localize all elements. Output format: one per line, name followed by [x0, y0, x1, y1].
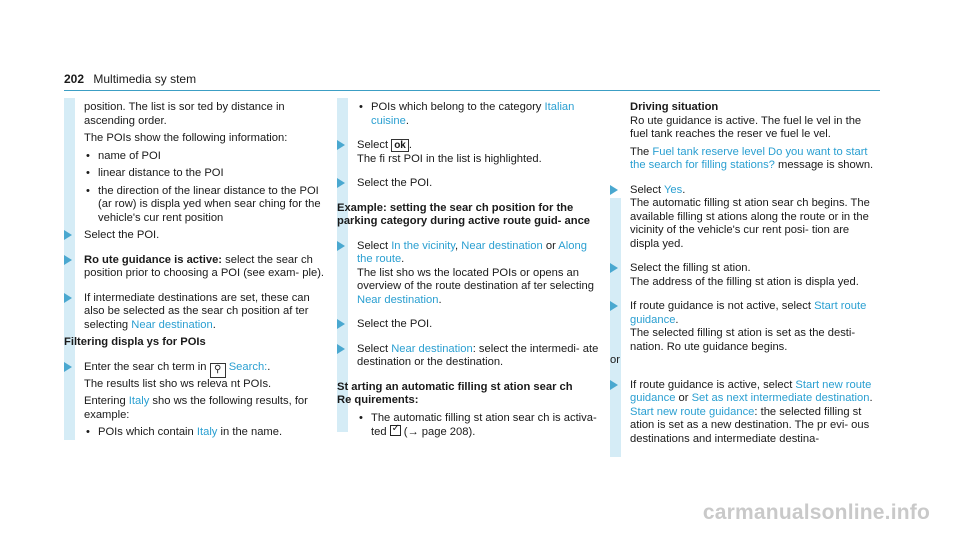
list-item: • linear distance to the POI: [64, 167, 326, 181]
arrow-icon: [610, 263, 618, 273]
step-item: Enter the sear ch term in ⚲ Search:. The results list sho ws releva nt POIs.: [64, 361, 326, 392]
ui-term: In the vicinity: [391, 239, 456, 252]
ui-term: Fuel tank reserve level Do you want to start the search for filling stations?: [630, 145, 868, 171]
list-item: • The automatic filling st ation sear ch is activa‐ ted ✓ (→ page 208).: [337, 412, 599, 440]
column-1: [64, 101, 326, 440]
ui-term: Italy: [196, 426, 218, 438]
step-item: Select the POI.: [64, 229, 326, 243]
section-heading: Filtering displa ys for POIs: [64, 336, 206, 348]
requirements-heading: Re quirements:: [337, 394, 419, 406]
page-header: [64, 72, 196, 86]
arrow-icon: [64, 362, 72, 372]
step-item: Select the filling st ation. The address of the filling st ation is displa yed.: [610, 262, 880, 289]
section-heading: St arting an automatic filling st ation sear ch: [337, 380, 573, 393]
ui-term: Set as next intermediate destination: [691, 392, 870, 404]
arrow-icon: [64, 230, 72, 240]
step-item: Select the POI.: [337, 177, 599, 191]
arrow-icon: [337, 319, 345, 329]
step-item: Select In the vicinity, Near destination or Along the route. The list sho ws the located POIs or opens an overview of the route destination af ter selecting Near destination.: [337, 240, 599, 308]
arrow-icon: [337, 178, 345, 188]
section-heading: Driving situation: [630, 101, 719, 113]
step-item: Ro ute guidance is active: select the sear ch position prior to choosing a POI (see exam‐ ple).: [64, 254, 326, 281]
ui-term: Near destination: [391, 342, 473, 355]
step-item: Select the POI.: [337, 318, 599, 332]
step-item: Select Near destination: select the intermedi‐ ate destination or the destination.: [337, 343, 599, 370]
or-label: or: [610, 354, 620, 366]
step-item: If intermediate destinations are set, these can also be selected as the sear ch position af ter selecting Near destination.: [64, 292, 326, 333]
list-item: • the direction of the linear distance to the POI (ar row) is displa yed when sear ching for the vehicle's cur rent position: [64, 185, 326, 226]
ui-term: Italian cuisine: [371, 101, 575, 127]
header-rule: [64, 90, 880, 91]
ui-term: Italy: [128, 395, 150, 407]
arrow-icon: [610, 185, 618, 195]
step-item: Select Yes. The automatic filling st ation sear ch begins. The available filling st ations along the route or in the vicinity of the vehicle's cur rent posi‐ tion are displa yed.: [610, 184, 880, 252]
section-title: Multimedia sy stem: [93, 72, 197, 86]
arrow-icon: [610, 301, 618, 311]
arrow-icon: [610, 380, 618, 390]
ui-term: Near destination: [131, 318, 213, 331]
checkbox-icon: [390, 425, 401, 436]
watermark: carmanualsonline.info: [702, 501, 930, 524]
ui-term: Yes: [664, 183, 683, 196]
ui-term: Near destination: [461, 239, 543, 252]
ui-term: Start new route guidance: [630, 378, 872, 404]
step-item: If route guidance is active, select Start new route guidance or Set as next intermediate destination. Start new route guidance: the selected filling st ation is set as a new destination. The pr evi‐ ous destinations and intermediate destina‐: [610, 379, 880, 447]
arrow-icon: [337, 140, 345, 150]
ui-term: Start new route guidance: [630, 405, 755, 418]
paragraph: position. The list is sor ted by distance in ascending order.: [84, 101, 285, 127]
list-item: • POIs which belong to the category Italian cuisine.: [337, 101, 599, 128]
search-icon: ⚲: [210, 363, 226, 378]
step-item: If route guidance is not active, select Start route guidance. The selected filling st ation is set as the desti‐ nation. Ro ute guidance begins.: [610, 300, 880, 354]
section-heading: Example: setting the sear ch position for the parking category during active route guid‐ ance: [337, 201, 591, 227]
paragraph: Entering Italy sho ws the following results, for example:: [84, 395, 308, 421]
list-item: • POIs which contain Italy in the name.: [64, 426, 326, 440]
paragraph: The POIs show the following information:: [84, 132, 288, 144]
arrow-icon: [64, 255, 72, 265]
page-reference: (→ page 208).: [400, 426, 476, 438]
arrow-icon: [64, 293, 72, 303]
paragraph: The Fuel tank reserve level Do you want to start the search for filling stations? message is shown.: [630, 145, 874, 171]
ui-term: Along the route: [357, 239, 587, 265]
paragraph: Ro ute guidance is active. The fuel le vel in the fuel tank reaches the reser ve fuel le vel.: [630, 114, 862, 140]
step-item: Select ok . The fi rst POI in the list is highlighted.: [337, 139, 599, 166]
page-number: 202: [64, 72, 85, 86]
ui-term: Search:: [228, 360, 268, 373]
ok-key-icon: ok: [391, 139, 409, 152]
column-3: [610, 101, 880, 446]
arrow-icon: [337, 344, 345, 354]
arrow-icon: [337, 241, 345, 251]
ui-term: Near destination: [357, 293, 439, 306]
ui-term: Start route guidance: [630, 300, 867, 326]
list-item: • name of POI: [64, 150, 326, 164]
column-2: [337, 101, 599, 440]
